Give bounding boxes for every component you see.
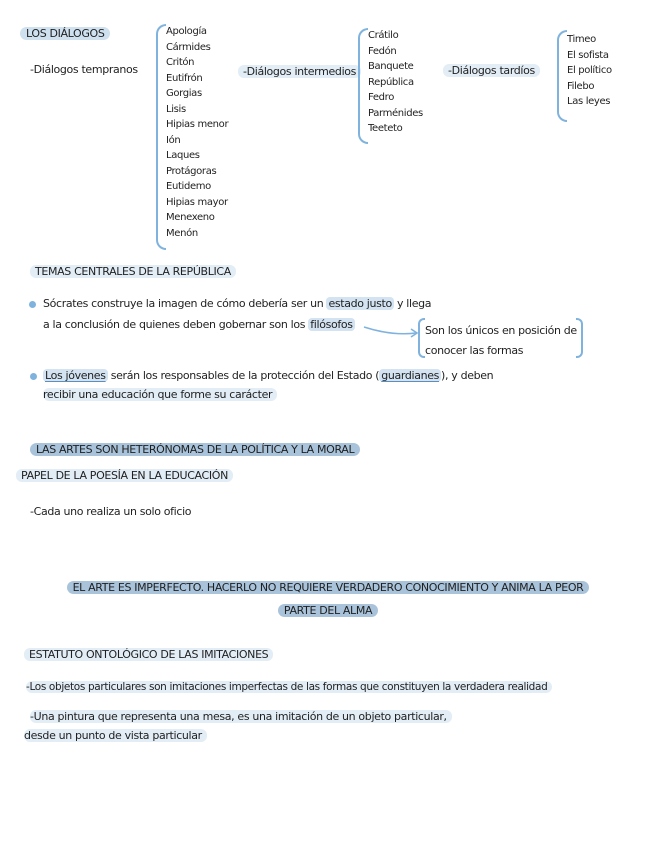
- list-item: Apología: [166, 26, 207, 37]
- list-item: Filebo: [567, 80, 595, 92]
- list-item: Eutifrón: [166, 72, 203, 84]
- list-item: Banquete: [368, 61, 414, 72]
- section-title-republica: TEMAS CENTRALES DE LA REPÚBLICA: [30, 265, 236, 278]
- label-dialogos-tempranos: -Diálogos tempranos: [30, 63, 138, 76]
- list-item: Lisis: [166, 103, 186, 115]
- list-item: Hipias menor: [166, 119, 229, 130]
- list-item: Critón: [166, 57, 195, 68]
- label-dialogos-tardios: -Diálogos tardíos: [443, 64, 540, 77]
- note-formas: Son los únicos en posición de conocer las formas: [425, 324, 577, 357]
- list-item: Menexeno: [166, 212, 215, 223]
- list-item: Las leyes: [567, 96, 611, 107]
- estatuto-paragraph-1: -Los objetos particulares son imitaciones imperfectas de las formas que constituyen la verdadera realidad: [26, 681, 552, 693]
- arrow-icon: [362, 322, 422, 342]
- brace-tardios: [557, 30, 567, 122]
- list-item: Crátilo: [368, 30, 399, 41]
- bullet-dot: [30, 373, 37, 380]
- list-item: Teeteto: [368, 123, 403, 134]
- text-oficio: -Cada uno realiza un solo oficio: [30, 505, 192, 518]
- list-item: El sofista: [567, 49, 609, 61]
- list-item: Timeo: [567, 34, 596, 45]
- estatuto-paragraph-2-line1: -Una pintura que representa una mesa, es una imitación de un objeto particular,: [30, 710, 452, 723]
- list-item: Hipias mayor: [166, 196, 228, 208]
- list-dialogos-tardios: [567, 32, 612, 110]
- list-item: Fedro: [368, 92, 394, 103]
- section-title-artes: LAS ARTES SON HETERÓNOMAS DE LA POLÍTICA Y LA MORAL: [30, 443, 360, 456]
- list-item: Eutidemo: [166, 181, 211, 192]
- note-bracket-left: [418, 318, 425, 358]
- bullet-dot: [29, 301, 36, 308]
- list-item: Ión: [166, 134, 181, 146]
- republica-point2-line1: Los jóvenes serán los responsables de la protección del Estado ( guardianes ), y deben: [45, 369, 494, 382]
- list-dialogos-tempranos: [166, 24, 228, 241]
- note-bracket-right: [576, 318, 583, 358]
- list-item: Gorgias: [166, 88, 202, 99]
- list-item: Fedón: [368, 45, 397, 57]
- subtitle-poesia: PAPEL DE LA POESÍA EN LA EDUCACIÓN: [16, 469, 233, 482]
- list-item: República: [368, 76, 414, 88]
- republica-point1-line2: a la conclusión de quienes deben gobernar son los filósofos: [43, 318, 353, 331]
- list-item: Parménides: [368, 107, 423, 119]
- label-dialogos-intermedios: -Diálogos intermedios: [238, 65, 361, 78]
- list-item: Menón: [166, 227, 198, 239]
- list-item: Laques: [166, 150, 200, 161]
- list-item: Cármides: [166, 41, 211, 53]
- heading-arte-imperfecto-line1: EL ARTE ES IMPERFECTO. HACERLO NO REQUIERE VERDADERO CONOCIMIENTO Y ANIMA LA PEOR: [0, 581, 656, 594]
- brace-tempranos: [156, 24, 166, 250]
- section-title-estatuto: ESTATUTO ONTOLÓGICO DE LAS IMITACIONES: [24, 648, 273, 661]
- list-item: Protágoras: [166, 165, 217, 177]
- brace-intermedios: [358, 28, 368, 144]
- heading-arte-imperfecto-line2: PARTE DEL ALMA: [0, 604, 656, 617]
- estatuto-paragraph-2-line2: desde un punto de vista particular: [24, 729, 207, 742]
- section-title-dialogos: LOS DIÁLOGOS: [20, 27, 110, 40]
- list-dialogos-intermedios: [368, 28, 423, 137]
- republica-point2-line2: recibir una educación que forme su carácter: [43, 388, 277, 401]
- republica-point1-line1: Sócrates construye la imagen de cómo debería ser un estado justo y llega: [43, 297, 432, 310]
- list-item: El político: [567, 65, 612, 76]
